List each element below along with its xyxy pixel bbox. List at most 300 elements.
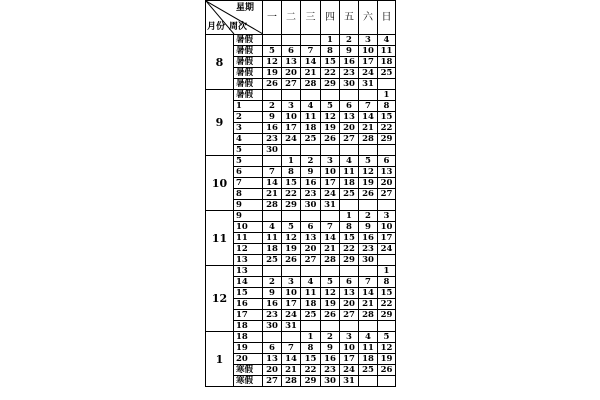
day-cell: 17 bbox=[359, 57, 378, 68]
day-cell: 15 bbox=[378, 288, 396, 299]
day-cell bbox=[340, 321, 359, 332]
day-cell bbox=[263, 156, 282, 167]
day-cell: 24 bbox=[359, 68, 378, 79]
week-number-cell: 暑假 bbox=[234, 79, 263, 90]
corner-label-weekday: 星期 bbox=[236, 3, 255, 13]
day-cell: 16 bbox=[301, 178, 321, 189]
corner-header-cell bbox=[206, 1, 263, 35]
day-cell: 2 bbox=[263, 101, 282, 112]
weekday-header: 日 bbox=[378, 1, 396, 35]
day-cell: 18 bbox=[359, 354, 378, 365]
day-cell bbox=[321, 321, 340, 332]
day-cell: 16 bbox=[263, 299, 282, 310]
week-number-cell: 11 bbox=[234, 233, 263, 244]
day-cell: 18 bbox=[340, 178, 359, 189]
day-cell: 20 bbox=[378, 178, 396, 189]
day-cell: 27 bbox=[263, 376, 282, 387]
day-cell: 16 bbox=[321, 354, 340, 365]
day-cell: 25 bbox=[263, 255, 282, 266]
week-row bbox=[206, 134, 396, 145]
week-row bbox=[206, 90, 396, 101]
day-cell: 23 bbox=[263, 310, 282, 321]
day-cell bbox=[378, 321, 396, 332]
day-cell bbox=[378, 145, 396, 156]
week-row bbox=[206, 288, 396, 299]
day-cell: 4 bbox=[301, 277, 321, 288]
day-cell: 15 bbox=[301, 354, 321, 365]
day-cell bbox=[301, 145, 321, 156]
day-cell: 15 bbox=[340, 233, 359, 244]
day-cell: 9 bbox=[263, 112, 282, 123]
day-cell: 2 bbox=[340, 35, 359, 46]
week-row bbox=[206, 123, 396, 134]
day-cell: 5 bbox=[359, 156, 378, 167]
day-cell: 17 bbox=[282, 123, 301, 134]
day-cell: 19 bbox=[263, 68, 282, 79]
day-cell: 31 bbox=[282, 321, 301, 332]
week-number-cell: 10 bbox=[234, 222, 263, 233]
day-cell: 10 bbox=[321, 167, 340, 178]
day-cell bbox=[378, 376, 396, 387]
weekday-header: 六 bbox=[359, 1, 378, 35]
day-cell: 8 bbox=[378, 277, 396, 288]
day-cell bbox=[340, 200, 359, 211]
day-cell: 12 bbox=[359, 167, 378, 178]
day-cell: 19 bbox=[321, 299, 340, 310]
day-cell: 21 bbox=[359, 123, 378, 134]
week-number-cell: 暑假 bbox=[234, 46, 263, 57]
day-cell: 8 bbox=[340, 222, 359, 233]
day-cell: 1 bbox=[282, 156, 301, 167]
week-number-cell: 寒假 bbox=[234, 376, 263, 387]
day-cell: 27 bbox=[340, 310, 359, 321]
week-number-cell: 13 bbox=[234, 266, 263, 277]
day-cell: 4 bbox=[301, 101, 321, 112]
week-row bbox=[206, 79, 396, 90]
day-cell bbox=[359, 200, 378, 211]
day-cell: 29 bbox=[340, 255, 359, 266]
school-calendar-table bbox=[205, 0, 396, 387]
day-cell: 5 bbox=[263, 46, 282, 57]
week-number-cell: 6 bbox=[234, 167, 263, 178]
day-cell: 24 bbox=[321, 189, 340, 200]
day-cell: 25 bbox=[340, 189, 359, 200]
calendar-body bbox=[206, 35, 396, 387]
week-number-cell: 15 bbox=[234, 288, 263, 299]
day-cell: 16 bbox=[263, 123, 282, 134]
day-cell: 13 bbox=[263, 354, 282, 365]
day-cell: 30 bbox=[263, 321, 282, 332]
day-cell: 20 bbox=[340, 299, 359, 310]
day-cell bbox=[301, 35, 321, 46]
week-row bbox=[206, 68, 396, 79]
day-cell: 3 bbox=[282, 277, 301, 288]
day-cell bbox=[301, 266, 321, 277]
week-number-cell: 1 bbox=[234, 101, 263, 112]
day-cell bbox=[282, 332, 301, 343]
day-cell bbox=[282, 145, 301, 156]
week-number-cell: 5 bbox=[234, 156, 263, 167]
week-number-cell: 暑假 bbox=[234, 68, 263, 79]
day-cell: 22 bbox=[378, 123, 396, 134]
day-cell: 22 bbox=[282, 189, 301, 200]
day-cell: 1 bbox=[340, 211, 359, 222]
day-cell: 29 bbox=[301, 376, 321, 387]
day-cell: 22 bbox=[321, 68, 340, 79]
day-cell: 24 bbox=[282, 310, 301, 321]
day-cell: 2 bbox=[301, 156, 321, 167]
day-cell: 14 bbox=[321, 233, 340, 244]
week-row bbox=[206, 112, 396, 123]
week-row bbox=[206, 178, 396, 189]
week-row bbox=[206, 101, 396, 112]
day-cell: 23 bbox=[359, 244, 378, 255]
month-label: 1 bbox=[206, 332, 234, 387]
day-cell: 11 bbox=[359, 343, 378, 354]
day-cell: 12 bbox=[378, 343, 396, 354]
day-cell: 20 bbox=[282, 68, 301, 79]
day-cell: 9 bbox=[359, 222, 378, 233]
day-cell: 14 bbox=[359, 112, 378, 123]
day-cell bbox=[359, 145, 378, 156]
day-cell: 14 bbox=[359, 288, 378, 299]
day-cell bbox=[340, 90, 359, 101]
day-cell: 28 bbox=[359, 134, 378, 145]
day-cell: 2 bbox=[321, 332, 340, 343]
week-row bbox=[206, 343, 396, 354]
day-cell: 7 bbox=[301, 46, 321, 57]
day-cell: 5 bbox=[321, 277, 340, 288]
day-cell bbox=[359, 321, 378, 332]
day-cell: 25 bbox=[301, 134, 321, 145]
day-cell: 3 bbox=[282, 101, 301, 112]
day-cell: 29 bbox=[321, 79, 340, 90]
day-cell: 6 bbox=[340, 277, 359, 288]
week-row bbox=[206, 35, 396, 46]
day-cell: 9 bbox=[321, 343, 340, 354]
weekday-header: 一 bbox=[263, 1, 282, 35]
week-row bbox=[206, 189, 396, 200]
week-number-cell: 暑假 bbox=[234, 35, 263, 46]
weekday-header: 二 bbox=[282, 1, 301, 35]
day-cell: 3 bbox=[340, 332, 359, 343]
day-cell: 22 bbox=[340, 244, 359, 255]
weekday-header: 四 bbox=[321, 1, 340, 35]
day-cell: 13 bbox=[282, 57, 301, 68]
day-cell: 24 bbox=[378, 244, 396, 255]
day-cell: 13 bbox=[340, 288, 359, 299]
day-cell: 14 bbox=[282, 354, 301, 365]
day-cell bbox=[301, 90, 321, 101]
day-cell: 14 bbox=[301, 57, 321, 68]
day-cell: 8 bbox=[282, 167, 301, 178]
day-cell: 10 bbox=[282, 112, 301, 123]
day-cell: 6 bbox=[340, 101, 359, 112]
day-cell: 13 bbox=[340, 112, 359, 123]
week-number-cell: 8 bbox=[234, 189, 263, 200]
day-cell: 10 bbox=[282, 288, 301, 299]
day-cell: 6 bbox=[378, 156, 396, 167]
day-cell bbox=[301, 321, 321, 332]
day-cell bbox=[263, 266, 282, 277]
day-cell: 17 bbox=[340, 354, 359, 365]
week-number-cell: 18 bbox=[234, 332, 263, 343]
week-row bbox=[206, 365, 396, 376]
day-cell bbox=[263, 332, 282, 343]
month-label: 12 bbox=[206, 266, 234, 332]
day-cell: 21 bbox=[263, 189, 282, 200]
day-cell: 31 bbox=[340, 376, 359, 387]
day-cell: 1 bbox=[301, 332, 321, 343]
day-cell: 18 bbox=[378, 57, 396, 68]
day-cell: 30 bbox=[263, 145, 282, 156]
day-cell: 26 bbox=[321, 134, 340, 145]
day-cell: 4 bbox=[359, 332, 378, 343]
week-number-cell: 3 bbox=[234, 123, 263, 134]
day-cell: 8 bbox=[301, 343, 321, 354]
week-row bbox=[206, 167, 396, 178]
day-cell bbox=[359, 376, 378, 387]
day-cell bbox=[282, 266, 301, 277]
day-cell: 5 bbox=[321, 101, 340, 112]
day-cell: 27 bbox=[282, 79, 301, 90]
day-cell bbox=[282, 211, 301, 222]
day-cell: 28 bbox=[321, 255, 340, 266]
day-cell: 15 bbox=[378, 112, 396, 123]
day-cell bbox=[340, 266, 359, 277]
day-cell: 16 bbox=[359, 233, 378, 244]
day-cell: 23 bbox=[321, 365, 340, 376]
day-cell: 17 bbox=[378, 233, 396, 244]
day-cell: 29 bbox=[378, 134, 396, 145]
day-cell: 5 bbox=[378, 332, 396, 343]
week-row bbox=[206, 299, 396, 310]
day-cell bbox=[282, 90, 301, 101]
day-cell: 4 bbox=[340, 156, 359, 167]
day-cell: 10 bbox=[340, 343, 359, 354]
day-cell: 19 bbox=[359, 178, 378, 189]
day-cell: 21 bbox=[359, 299, 378, 310]
day-cell bbox=[263, 35, 282, 46]
day-cell bbox=[301, 211, 321, 222]
day-cell: 3 bbox=[321, 156, 340, 167]
week-row bbox=[206, 277, 396, 288]
day-cell: 9 bbox=[301, 167, 321, 178]
week-row bbox=[206, 321, 396, 332]
weekday-header: 三 bbox=[301, 1, 321, 35]
week-number-cell: 20 bbox=[234, 354, 263, 365]
day-cell: 15 bbox=[321, 57, 340, 68]
week-number-cell: 9 bbox=[234, 211, 263, 222]
day-cell: 4 bbox=[378, 35, 396, 46]
day-cell bbox=[359, 90, 378, 101]
day-cell bbox=[340, 145, 359, 156]
week-number-cell: 19 bbox=[234, 343, 263, 354]
day-cell: 11 bbox=[340, 167, 359, 178]
day-cell: 2 bbox=[263, 277, 282, 288]
week-number-cell: 5 bbox=[234, 145, 263, 156]
day-cell: 12 bbox=[263, 57, 282, 68]
day-cell: 11 bbox=[378, 46, 396, 57]
day-cell: 29 bbox=[282, 200, 301, 211]
day-cell: 28 bbox=[359, 310, 378, 321]
day-cell: 30 bbox=[301, 200, 321, 211]
week-row bbox=[206, 376, 396, 387]
day-cell: 30 bbox=[359, 255, 378, 266]
day-cell: 7 bbox=[359, 277, 378, 288]
day-cell: 3 bbox=[359, 35, 378, 46]
day-cell: 21 bbox=[321, 244, 340, 255]
week-row bbox=[206, 266, 396, 277]
month-label: 10 bbox=[206, 156, 234, 211]
week-number-cell: 7 bbox=[234, 178, 263, 189]
corner-label-month: 月份 bbox=[207, 22, 226, 32]
day-cell: 21 bbox=[301, 68, 321, 79]
day-cell: 11 bbox=[263, 233, 282, 244]
day-cell: 22 bbox=[378, 299, 396, 310]
day-cell: 1 bbox=[321, 35, 340, 46]
day-cell bbox=[321, 266, 340, 277]
day-cell bbox=[378, 200, 396, 211]
day-cell: 18 bbox=[301, 123, 321, 134]
day-cell: 26 bbox=[378, 365, 396, 376]
day-cell: 2 bbox=[359, 211, 378, 222]
day-cell: 27 bbox=[301, 255, 321, 266]
day-cell bbox=[282, 35, 301, 46]
day-cell: 4 bbox=[263, 222, 282, 233]
day-cell: 17 bbox=[321, 178, 340, 189]
day-cell bbox=[321, 145, 340, 156]
day-cell: 31 bbox=[359, 79, 378, 90]
day-cell: 24 bbox=[282, 134, 301, 145]
week-row bbox=[206, 310, 396, 321]
day-cell: 25 bbox=[378, 68, 396, 79]
day-cell: 18 bbox=[263, 244, 282, 255]
day-cell: 12 bbox=[321, 112, 340, 123]
day-cell: 14 bbox=[263, 178, 282, 189]
day-cell: 8 bbox=[321, 46, 340, 57]
day-cell: 11 bbox=[301, 112, 321, 123]
day-cell: 16 bbox=[340, 57, 359, 68]
week-number-cell: 16 bbox=[234, 299, 263, 310]
day-cell: 27 bbox=[378, 189, 396, 200]
day-cell: 8 bbox=[378, 101, 396, 112]
day-cell: 21 bbox=[282, 365, 301, 376]
weekday-header: 五 bbox=[340, 1, 359, 35]
day-cell: 13 bbox=[378, 167, 396, 178]
day-cell: 30 bbox=[340, 79, 359, 90]
day-cell: 6 bbox=[301, 222, 321, 233]
day-cell: 3 bbox=[378, 211, 396, 222]
corner-label-week: 周次 bbox=[229, 22, 248, 32]
day-cell: 12 bbox=[321, 288, 340, 299]
day-cell: 7 bbox=[359, 101, 378, 112]
day-cell: 11 bbox=[301, 288, 321, 299]
day-cell: 12 bbox=[282, 233, 301, 244]
day-cell: 10 bbox=[359, 46, 378, 57]
day-cell: 17 bbox=[282, 299, 301, 310]
week-row bbox=[206, 233, 396, 244]
day-cell: 20 bbox=[263, 365, 282, 376]
day-cell: 18 bbox=[301, 299, 321, 310]
day-cell: 6 bbox=[263, 343, 282, 354]
day-cell: 15 bbox=[282, 178, 301, 189]
day-cell: 24 bbox=[340, 365, 359, 376]
day-cell: 26 bbox=[359, 189, 378, 200]
day-cell: 9 bbox=[263, 288, 282, 299]
day-cell: 1 bbox=[378, 90, 396, 101]
day-cell: 26 bbox=[321, 310, 340, 321]
week-number-cell: 18 bbox=[234, 321, 263, 332]
day-cell: 30 bbox=[321, 376, 340, 387]
day-cell bbox=[321, 90, 340, 101]
week-number-cell: 9 bbox=[234, 200, 263, 211]
day-cell: 9 bbox=[340, 46, 359, 57]
week-row bbox=[206, 46, 396, 57]
week-number-cell: 4 bbox=[234, 134, 263, 145]
week-row bbox=[206, 211, 396, 222]
week-number-cell: 寒假 bbox=[234, 365, 263, 376]
day-cell bbox=[263, 211, 282, 222]
week-row bbox=[206, 200, 396, 211]
month-label: 11 bbox=[206, 211, 234, 266]
week-row bbox=[206, 156, 396, 167]
day-cell: 19 bbox=[378, 354, 396, 365]
week-number-cell: 13 bbox=[234, 255, 263, 266]
week-row bbox=[206, 145, 396, 156]
day-cell: 7 bbox=[321, 222, 340, 233]
day-cell: 31 bbox=[321, 200, 340, 211]
day-cell: 5 bbox=[282, 222, 301, 233]
day-cell: 10 bbox=[378, 222, 396, 233]
header-row bbox=[206, 1, 396, 35]
day-cell: 20 bbox=[301, 244, 321, 255]
day-cell: 7 bbox=[282, 343, 301, 354]
day-cell: 1 bbox=[378, 266, 396, 277]
week-number-cell: 2 bbox=[234, 112, 263, 123]
day-cell: 19 bbox=[282, 244, 301, 255]
week-number-cell: 14 bbox=[234, 277, 263, 288]
week-number-cell: 暑假 bbox=[234, 57, 263, 68]
week-row bbox=[206, 244, 396, 255]
day-cell bbox=[378, 255, 396, 266]
day-cell: 27 bbox=[340, 134, 359, 145]
day-cell: 25 bbox=[359, 365, 378, 376]
day-cell: 29 bbox=[378, 310, 396, 321]
day-cell: 22 bbox=[301, 365, 321, 376]
day-cell: 28 bbox=[301, 79, 321, 90]
day-cell bbox=[321, 211, 340, 222]
day-cell: 20 bbox=[340, 123, 359, 134]
week-number-cell: 暑假 bbox=[234, 90, 263, 101]
day-cell: 6 bbox=[282, 46, 301, 57]
day-cell: 13 bbox=[301, 233, 321, 244]
month-label: 8 bbox=[206, 35, 234, 90]
day-cell: 23 bbox=[301, 189, 321, 200]
day-cell: 23 bbox=[263, 134, 282, 145]
day-cell: 7 bbox=[263, 167, 282, 178]
month-label: 9 bbox=[206, 90, 234, 156]
week-row bbox=[206, 57, 396, 68]
week-row bbox=[206, 222, 396, 233]
day-cell bbox=[263, 90, 282, 101]
day-cell: 19 bbox=[321, 123, 340, 134]
day-cell: 23 bbox=[340, 68, 359, 79]
week-number-cell: 12 bbox=[234, 244, 263, 255]
day-cell bbox=[378, 79, 396, 90]
week-row bbox=[206, 255, 396, 266]
week-number-cell: 17 bbox=[234, 310, 263, 321]
